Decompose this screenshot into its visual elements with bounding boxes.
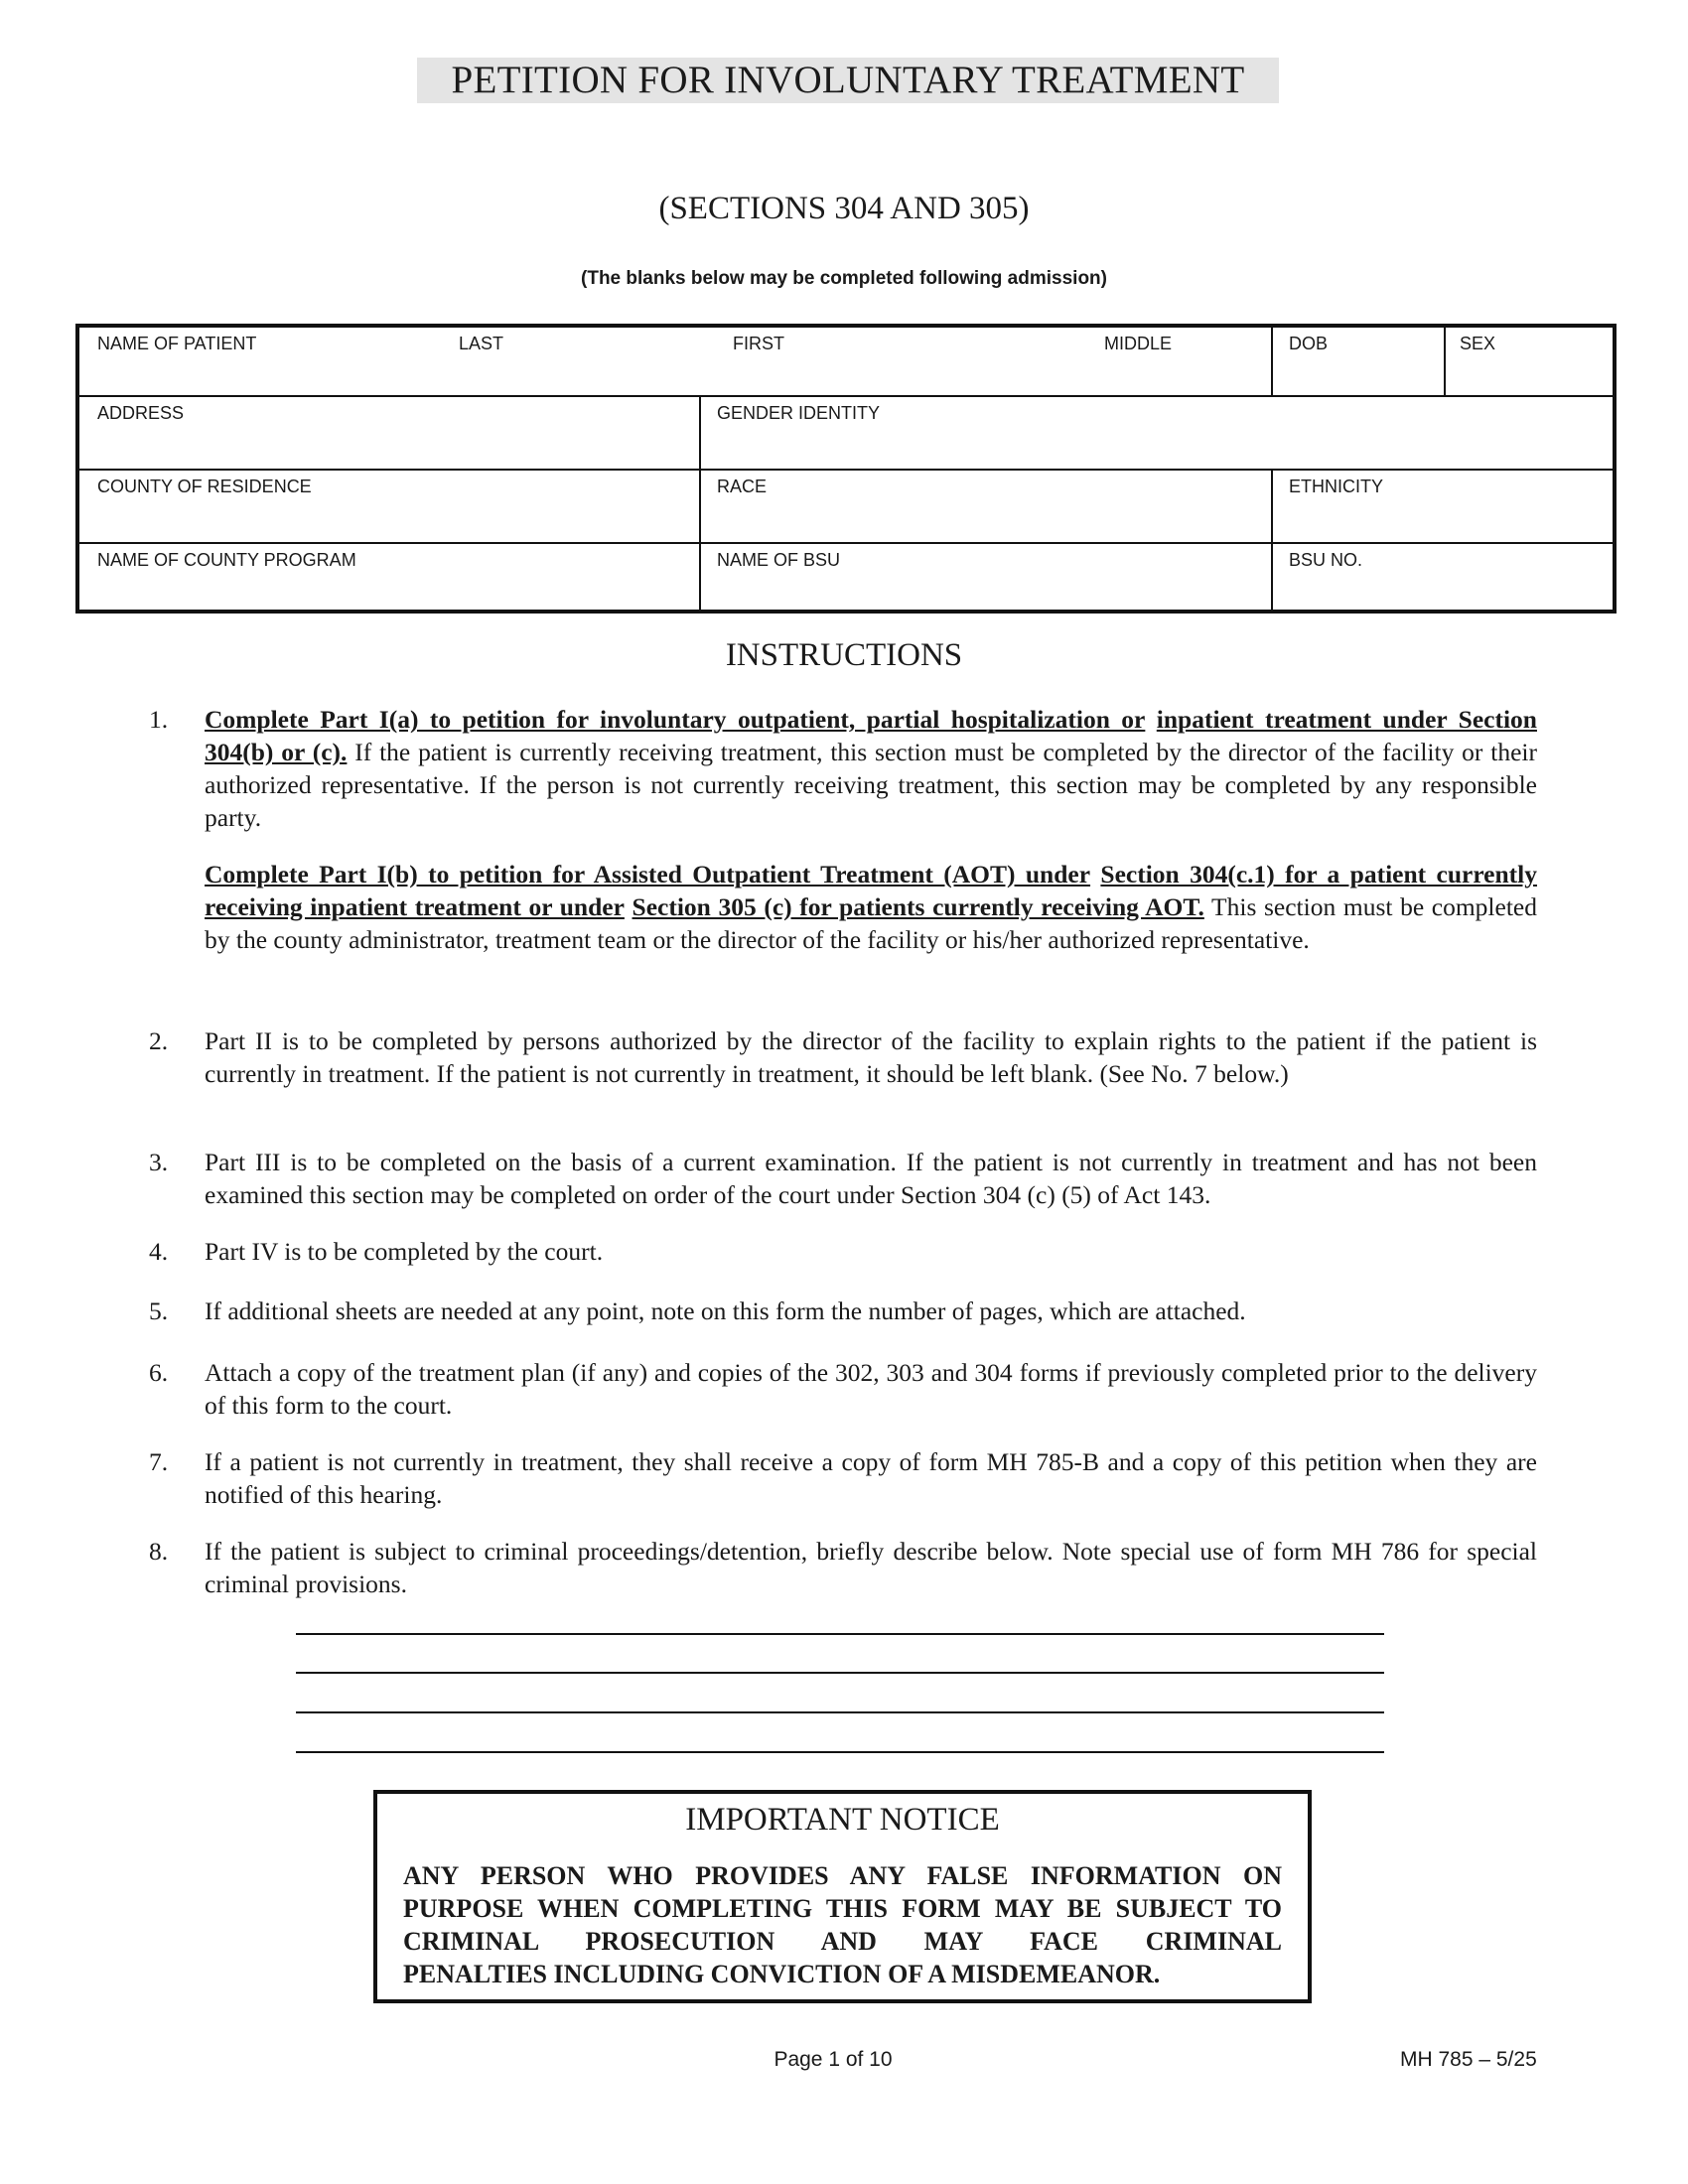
item-number: 7.	[149, 1447, 169, 1476]
sex-label: SEX	[1460, 334, 1496, 353]
item1-text: If the patient is currently receiving treatment, this section must be completed by the director of the facility or their authorized representative. If the person is not currently receiving treatment, this section may be completed by any responsible party.	[205, 738, 1537, 832]
notice-line: PURPOSE WHEN COMPLETING THIS FORM MAY BE SUBJECT TO	[403, 1894, 1282, 1923]
blanks-note: (The blanks below may be completed following admission)	[581, 268, 1107, 289]
item5-text: If additional sheets are needed at any point, note on this form the number of pages, which are attached.	[205, 1297, 1246, 1325]
address-label: ADDRESS	[97, 403, 185, 423]
ethnicity-label: ETHNICITY	[1289, 477, 1384, 496]
item-number: 8.	[149, 1537, 169, 1566]
race-label: RACE	[717, 477, 768, 496]
item-number: 1.	[149, 705, 169, 734]
criminal-description-line-1[interactable]	[296, 1633, 1384, 1635]
criminal-description-line-3[interactable]	[296, 1711, 1384, 1713]
instruction-item-5	[149, 1295, 1537, 1327]
item7-text: If a patient is not currently in treatment, they shall receive a copy of form MH 785-B and a copy of this petition when they are notified of this hearing.	[205, 1447, 1537, 1509]
item1b-underlined-a: Complete Part I(b) to petition for Assisted Outpatient Treatment (AOT) under	[205, 860, 1091, 888]
item-number: 6.	[149, 1358, 169, 1387]
bsu-name-label: NAME OF BSU	[717, 550, 841, 570]
program-row	[79, 544, 1613, 610]
notice-text	[403, 1859, 1282, 1990]
form-code: MH 785 – 5/25	[1400, 2048, 1537, 2071]
item1b-underlined-b: Section 304(c.1) for a patient currently receiving inpatient treatment or under	[205, 860, 1538, 921]
item3-text: Part III is to be completed on the basis of a current examination. If the patient is not currently in treatment and has not been examined this section may be completed on order of the court under Section 304 (c) (5) of Act 143.	[205, 1148, 1537, 1209]
address-field[interactable]	[79, 397, 699, 469]
patient-info-table	[75, 324, 1617, 614]
county-of-residence-field[interactable]	[79, 471, 699, 542]
sex-field[interactable]	[1444, 328, 1617, 395]
item-number: 2.	[149, 1026, 169, 1055]
bsu-no-field[interactable]	[1271, 544, 1617, 610]
gender-identity-label: GENDER IDENTITY	[717, 403, 881, 423]
bsu-no-label: BSU NO.	[1289, 550, 1363, 570]
name-of-patient-label: NAME OF PATIENT	[97, 334, 257, 353]
dob-label: DOB	[1289, 334, 1329, 353]
residence-row	[79, 471, 1613, 544]
item1-underlined-a: Complete Part I(a) to petition for involuntary outpatient, partial hospitalization or	[205, 705, 1146, 734]
notice-line: PENALTIES INCLUDING CONVICTION OF A MISDEMEANOR.	[403, 1960, 1161, 1988]
county-program-label: NAME OF COUNTY PROGRAM	[97, 550, 356, 570]
item1-underlined-b: inpatient treatment under Section 304(b) or (c).	[205, 705, 1537, 766]
instruction-item-7	[149, 1445, 1537, 1511]
notice-line: CRIMINAL PROSECUTION AND MAY FACE CRIMINAL	[403, 1927, 1282, 1956]
notice-title: IMPORTANT NOTICE	[685, 1802, 1000, 1838]
item-number: 5.	[149, 1297, 169, 1325]
item6-text: Attach a copy of the treatment plan (if any) and copies of the 302, 303 and 304 forms if previously completed prior to the delivery of this form to the court.	[205, 1358, 1537, 1420]
patient-name-row	[79, 328, 1613, 397]
county-of-residence-label: COUNTY OF RESIDENCE	[97, 477, 312, 496]
item-number: 3.	[149, 1148, 169, 1176]
instruction-item-1b	[149, 858, 1537, 956]
notice-line: ANY PERSON WHO PROVIDES ANY FALSE INFORMATION ON	[403, 1861, 1282, 1890]
instruction-item-8	[149, 1535, 1537, 1600]
page-subtitle: (SECTIONS 304 AND 305)	[658, 191, 1030, 226]
criminal-description-line-2[interactable]	[296, 1672, 1384, 1674]
instruction-item-1	[149, 703, 1537, 834]
page-title: PETITION FOR INVOLUNTARY TREATMENT	[417, 58, 1279, 103]
item2-text: Part II is to be completed by persons authorized by the director of the facility to explain rights to the patient if the patient is currently in treatment. If the patient is not currently in treatment, it should be left blank. (See No. 7 below.)	[205, 1026, 1537, 1088]
instruction-item-2	[149, 1024, 1537, 1090]
bsu-name-field[interactable]	[699, 544, 1271, 610]
address-row	[79, 397, 1613, 471]
patient-name-field[interactable]	[79, 328, 1271, 395]
item1b-text: This section must be completed by the county administrator, treatment team or the director of the facility or his/her authorized representative.	[205, 892, 1537, 954]
first-name-label: FIRST	[733, 334, 784, 353]
county-program-field[interactable]	[79, 544, 699, 610]
item1b-underlined-c: Section 305 (c) for patients currently receiving AOT.	[632, 892, 1204, 921]
instruction-item-6	[149, 1356, 1537, 1422]
middle-name-label: MIDDLE	[1104, 334, 1173, 353]
instruction-item-4	[149, 1235, 1537, 1268]
page-number: Page 1 of 10	[774, 2048, 893, 2071]
instruction-item-3	[149, 1146, 1537, 1211]
criminal-description-line-4[interactable]	[296, 1751, 1384, 1753]
instructions-heading: INSTRUCTIONS	[725, 637, 963, 673]
item4-text: Part IV is to be completed by the court.	[205, 1237, 604, 1266]
race-field[interactable]	[699, 471, 1271, 542]
item8-text: If the patient is subject to criminal proceedings/detention, briefly describe below. Note special use of form MH 786 for special criminal provisions.	[205, 1537, 1537, 1598]
last-name-label: LAST	[459, 334, 504, 353]
item-number: 4.	[149, 1237, 169, 1266]
important-notice-box	[373, 1790, 1312, 2003]
ethnicity-field[interactable]	[1271, 471, 1617, 542]
gender-identity-field[interactable]	[699, 397, 1617, 469]
dob-field[interactable]	[1271, 328, 1444, 395]
